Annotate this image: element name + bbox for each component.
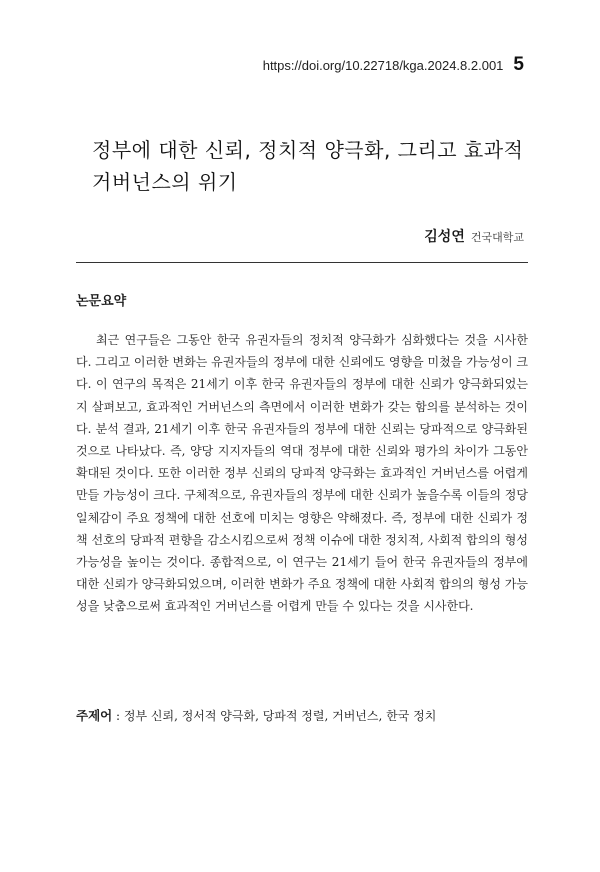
keywords-list: 정부 신뢰, 정서적 양극화, 당파적 정렬, 거버넌스, 한국 정치 [123, 709, 437, 723]
doi-link[interactable]: https://doi.org/10.22718/kga.2024.8.2.001 [262, 58, 504, 73]
title-line-1: 정부에 대한 신뢰, 정치적 양극화, 그리고 효과적 [92, 138, 524, 162]
header-divider [76, 262, 528, 263]
page-number: 5 [513, 54, 524, 75]
keywords-line [76, 706, 528, 726]
abstract-heading: 논문요약 [76, 294, 127, 309]
abstract-text: 최근 연구들은 그동안 한국 유권자들의 정치적 양극화가 심화했다는 것을 시사한다. 그리고 이러한 변화는 유권자들의 정부에 대한 신뢰에도 영향을 미쳤을 가능성이 크다. 이 연구의 목적은 21세기 이후 한국 유권자들의 정부에 대한 신뢰가 양극화되었는지 살펴보고, 효과적인 거버넌스의 측면에서 이러한 변화가 갖는 함의를 분석하는 것이다. 분석 결과, 21세기 이후 한국 유권자들의 정부에 대한 신뢰는 당파적으로 양극화된 것으로 나타났다. 즉, 양당 지지자들의 역대 정부에 대한 신뢰와 평가의 차이가 그동안 확대된 것이다. 또한 이러한 정부 신뢰의 당파적 양극화는 효과적인 거버넌스를 어렵게 만들 가능성이 크다. 구체적으로, 유권자들의 정부에 대한 신뢰가 높을수록 이들의 정당일체감이 주요 정책에 대한 선호에 미치는 영향은 약해졌다. 즉, 정부에 대한 신뢰가 정책 선호의 당파적 편향을 감소시킴으로써 정책 이슈에 대한 정치적, 사회적 합의의 형성 가능성을 높이는 것이다. 종합적으로, 이 연구는 21세기 들어 한국 유권자들의 정부에 대한 신뢰가 양극화되었으며, 이러한 변화가 주요 정책에 대한 사회적 합의의 형성 가능성을 낮춤으로써 효과적인 거버넌스를 어렵게 만들 수 있다는 것을 시사한다. [76, 333, 528, 614]
page-header [263, 54, 524, 76]
author-affiliation: 건국대학교 [470, 231, 524, 244]
keywords-label: 주제어 [76, 708, 113, 723]
title-line-2: 거버넌스의 위기 [92, 170, 238, 194]
keywords-separator: : [112, 709, 124, 723]
author-block [424, 226, 524, 246]
paper-title [92, 134, 542, 198]
author-name: 김성연 [424, 229, 465, 245]
